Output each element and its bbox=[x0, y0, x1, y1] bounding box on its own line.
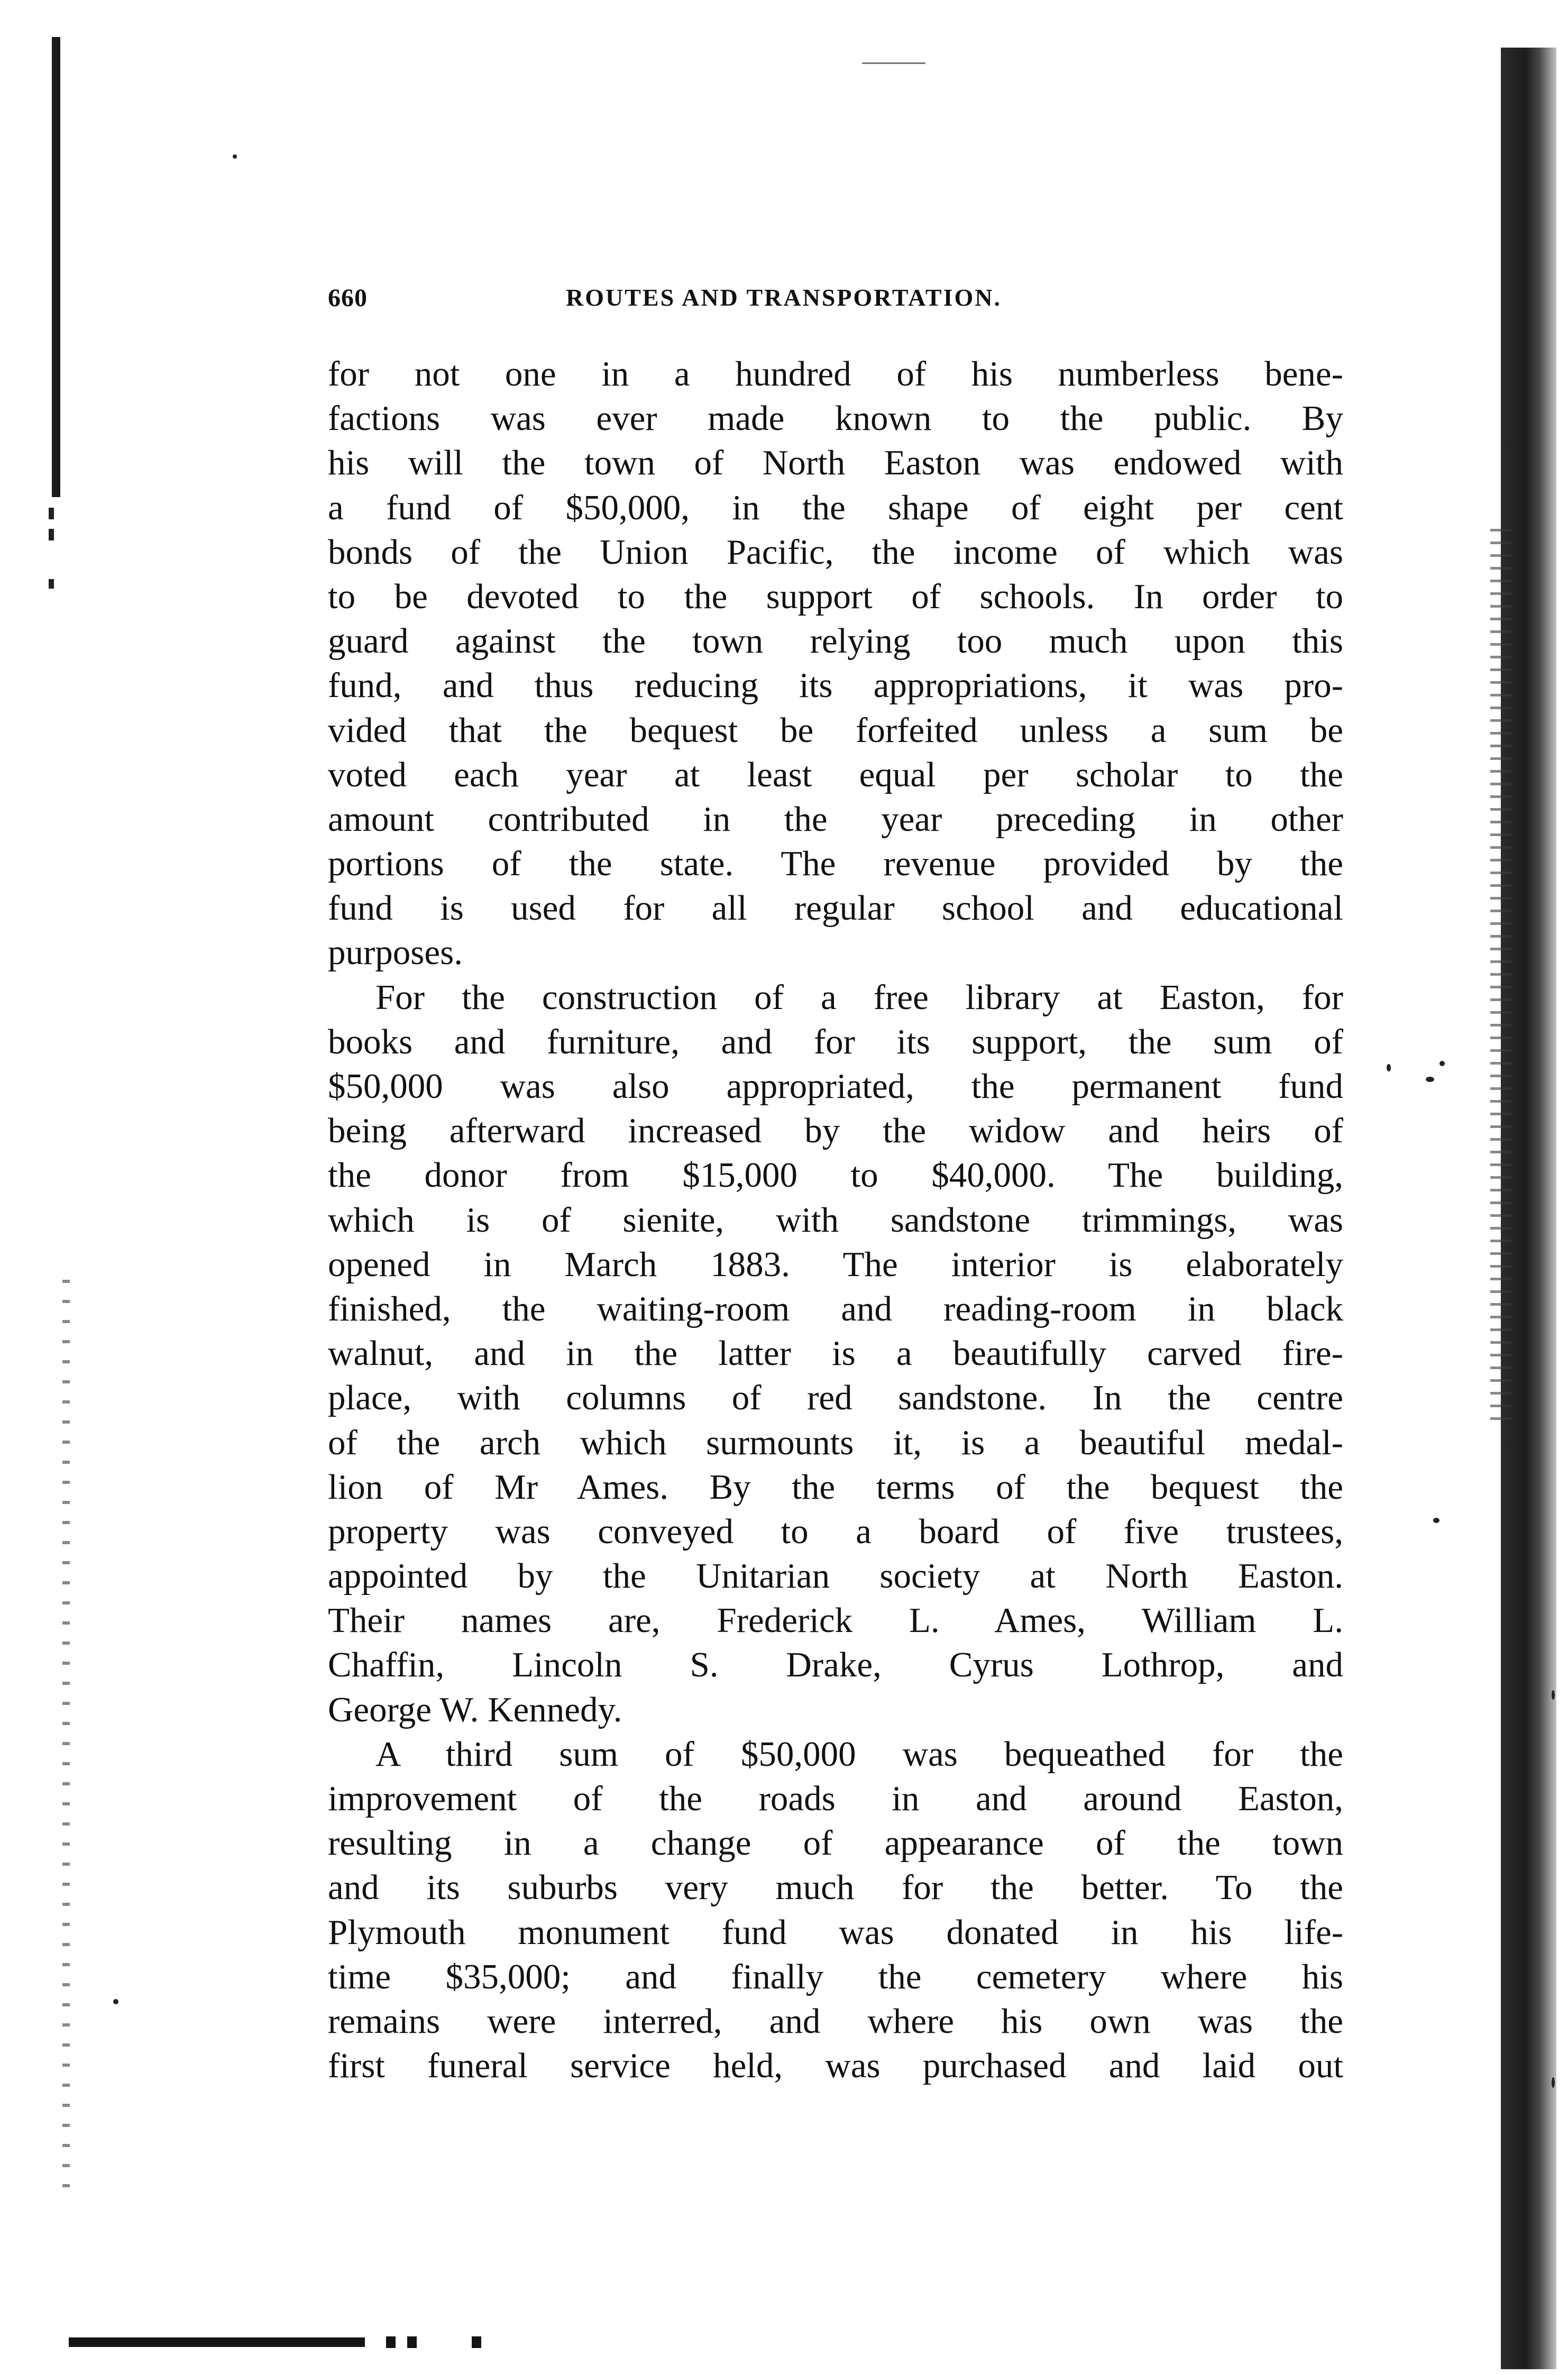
text-line: voted each year at least equal per scholar to the bbox=[328, 755, 1343, 794]
text-line: George W. Kennedy. bbox=[328, 1690, 622, 1729]
text-line: Their names are, Frederick L. Ames, William L. bbox=[328, 1601, 1343, 1640]
text-line: appointed by the Unitarian society at North Easton. bbox=[328, 1556, 1343, 1596]
text-line: portions of the state. The revenue provided by the bbox=[328, 844, 1343, 884]
scan-edge-mark bbox=[49, 508, 54, 519]
scan-edge-speckles bbox=[62, 1280, 70, 2189]
text-line: resulting in a change of appearance of the town bbox=[328, 1823, 1343, 1863]
scan-speck bbox=[1552, 2077, 1555, 2088]
text-line: property was conveyed to a board of five trustees, bbox=[328, 1511, 1343, 1551]
scan-bottom-mark bbox=[407, 2336, 417, 2348]
text-line: remains were interred, and where his own was the bbox=[328, 2001, 1343, 2041]
scan-speck bbox=[1387, 1064, 1391, 1071]
text-line: fund is used for all regular school and educational bbox=[328, 888, 1343, 928]
text-line: time $35,000; and finally the cemetery where his bbox=[328, 1957, 1343, 1996]
text-line: bonds of the Union Pacific, the income of which was bbox=[328, 532, 1343, 572]
text-line: vided that the bequest be forfeited unless a sum be bbox=[328, 710, 1343, 750]
running-head bbox=[328, 283, 1343, 320]
text-line: amount contributed in the year preceding in other bbox=[328, 799, 1343, 839]
scan-speck bbox=[1433, 1518, 1439, 1523]
text-line: his will the town of North Easton was endowed with bbox=[328, 443, 1343, 483]
scan-edge-mark bbox=[49, 529, 54, 540]
text-line: first funeral service held, was purchased and laid out bbox=[328, 2046, 1343, 2086]
text-line: for not one in a hundred of his numberless bene- bbox=[328, 354, 1343, 393]
text-line: being afterward increased by the widow and heirs of bbox=[328, 1111, 1343, 1151]
scan-edge-speckles bbox=[1490, 529, 1511, 1428]
scan-speck bbox=[1552, 1690, 1555, 1700]
text-line: books and furniture, and for its support, the sum of bbox=[328, 1022, 1343, 1061]
text-line: lion of Mr Ames. By the terms of the bequest the bbox=[328, 1467, 1343, 1507]
scan-edge-mark bbox=[49, 579, 54, 589]
text-line: For the construction of a free library at Easton, for bbox=[375, 977, 1343, 1017]
scan-top-mark bbox=[862, 62, 925, 64]
text-line: Chaffin, Lincoln S. Drake, Cyrus Lothrop, and bbox=[328, 1645, 1343, 1685]
scan-left-edge-bar bbox=[52, 37, 60, 497]
running-title: ROUTES AND TRANSPORTATION. bbox=[566, 284, 1002, 311]
text-line: factions was ever made known to the public. By bbox=[328, 399, 1343, 438]
text-line: to be devoted to the support of schools. In order to bbox=[328, 576, 1343, 616]
text-line: opened in March 1883. The interior is elaborately bbox=[328, 1244, 1343, 1284]
text-line: improvement of the roads in and around Easton, bbox=[328, 1779, 1343, 1818]
scan-bottom-mark bbox=[472, 2336, 481, 2348]
text-line: purposes. bbox=[328, 933, 463, 973]
body-text bbox=[328, 352, 1343, 2088]
scan-bottom-mark bbox=[386, 2336, 396, 2348]
text-line: fund, and thus reducing its appropriations, it was pro- bbox=[328, 666, 1343, 705]
scan-bottom-bar bbox=[69, 2337, 365, 2347]
scan-speck bbox=[233, 154, 237, 159]
text-line: Plymouth monument fund was donated in his life- bbox=[328, 1912, 1343, 1952]
scan-speck bbox=[113, 1999, 118, 2004]
text-line: of the arch which surmounts it, is a beautiful medal- bbox=[328, 1423, 1343, 1462]
text-line: A third sum of $50,000 was bequeathed for the bbox=[375, 1734, 1343, 1774]
text-line: the donor from $15,000 to $40,000. The building, bbox=[328, 1156, 1343, 1195]
scan-speck bbox=[1426, 1077, 1434, 1082]
text-line: which is of sienite, with sandstone trimmings, was bbox=[328, 1200, 1343, 1240]
text-line: and its suburbs very much for the better. To the bbox=[328, 1868, 1343, 1908]
text-line: finished, the waiting-room and reading-room in black bbox=[328, 1289, 1343, 1328]
page-number: 660 bbox=[328, 284, 368, 312]
text-line: $50,000 was also appropriated, the permanent fund bbox=[328, 1067, 1343, 1106]
text-line: guard against the town relying too much upon this bbox=[328, 621, 1343, 661]
text-line: place, with columns of red sandstone. In the centre bbox=[328, 1378, 1343, 1418]
text-line: walnut, and in the latter is a beautifully carved fire- bbox=[328, 1334, 1343, 1373]
text-line: a fund of $50,000, in the shape of eight per cent bbox=[328, 488, 1343, 527]
scan-speck bbox=[1439, 1061, 1445, 1066]
